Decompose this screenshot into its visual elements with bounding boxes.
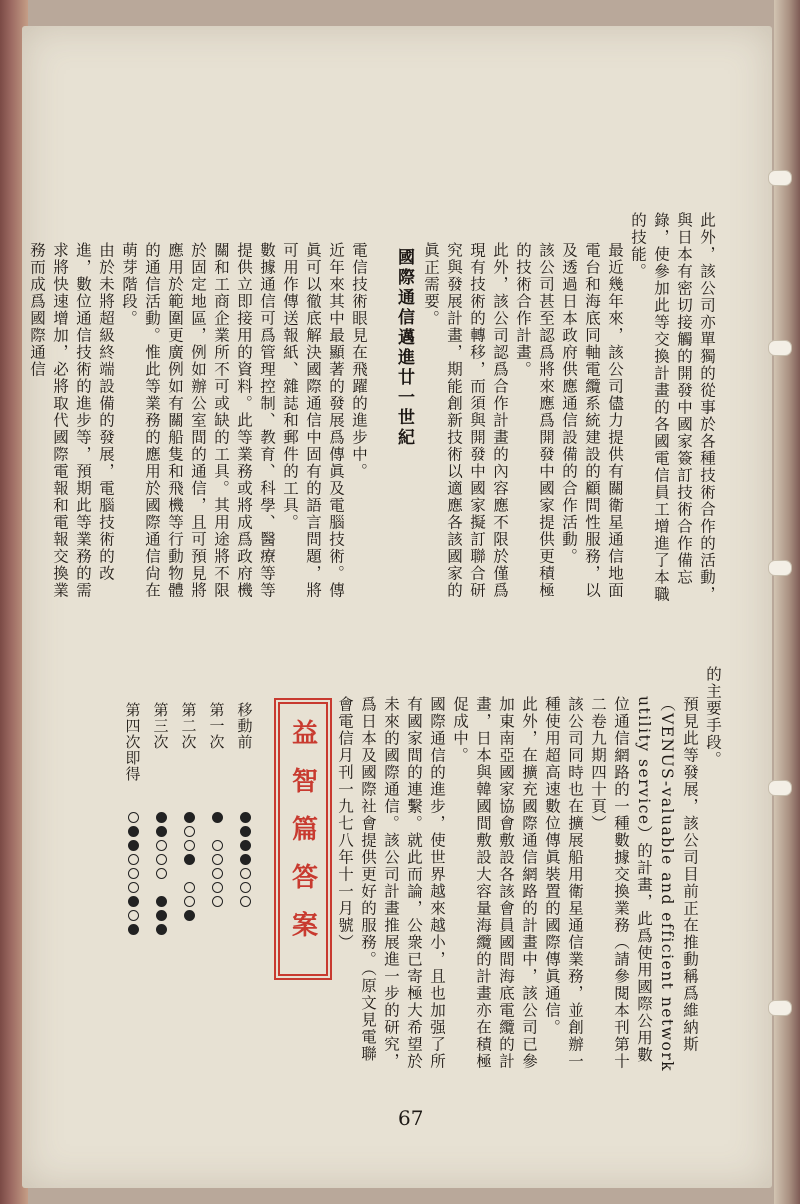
empty-circle-icon <box>156 854 167 865</box>
empty-circle-icon <box>128 812 139 823</box>
quiz-column <box>206 702 228 962</box>
paragraph: 最近幾年來，該公司儘力提供有關衛星通信地面電台和海底同軸電纜系統建設的顧問性服務，以及透過日本政府供應通信設備的合作活動。 <box>560 242 624 599</box>
filled-circle-icon <box>156 826 167 837</box>
quiz-column-label: 第三次 <box>151 702 170 750</box>
paragraph: 的主要手段。 <box>704 666 722 768</box>
filled-circle-icon <box>240 826 251 837</box>
empty-circle-icon <box>156 868 167 879</box>
quiz-column-label: 第一次 <box>207 702 226 750</box>
empty-circle-icon <box>212 868 223 879</box>
filled-circle-icon <box>184 812 195 823</box>
article-top-right <box>422 212 718 604</box>
filled-circle-icon <box>128 840 139 851</box>
empty-circle-icon <box>156 882 167 893</box>
filled-circle-icon <box>212 812 223 823</box>
paragraph: 此外，該公司認爲合作計畫的內容應不限於僅爲現有技術的轉移，而須與開發中國家擬訂聯合研究與發展計畫，期能創新技術以適應各該國家的眞正需要。 <box>422 242 509 599</box>
filled-circle-icon <box>156 896 167 907</box>
filled-circle-icon <box>184 854 195 865</box>
quiz-column-label: 第二次 <box>179 702 198 750</box>
quiz-column <box>122 702 144 962</box>
empty-circle-icon <box>212 896 223 907</box>
empty-circle-icon <box>212 882 223 893</box>
paragraph: 該公司甚至認爲將來應爲開發中國家提供更積極的技術合作計畫。 <box>514 242 555 599</box>
quiz-column-label: 第四次即得 <box>123 702 142 782</box>
filled-circle-icon <box>240 840 251 851</box>
filled-circle-icon <box>240 812 251 823</box>
paragraph: 國際通信的進步，使世界越來越小，且也加强了所有國家間的連繫。就此而論，公衆已寄極大希望於未來的國際通信。該公司計畫推展進一步的研究，爲日本及國際社會提供更好的服務。（原文見電聯會電信月刊一九七八年十一月號） <box>336 696 446 1070</box>
filled-circle-icon <box>240 854 251 865</box>
quiz-dots <box>212 812 223 907</box>
binding-stitch <box>768 170 792 186</box>
quiz-column <box>178 702 200 962</box>
paper-page <box>22 26 772 1188</box>
section-heading: 國際通信邁進廿一世紀 <box>394 248 414 448</box>
binding-stitch <box>768 780 792 796</box>
quiz-dots <box>240 812 251 907</box>
quiz-column <box>150 702 172 962</box>
empty-circle-icon <box>184 868 195 879</box>
binding-stitch <box>768 560 792 576</box>
paragraph: 電信技術眼見在飛躍的進步中。 <box>350 242 368 480</box>
empty-circle-icon <box>184 882 195 893</box>
page-number: 67 <box>398 1106 424 1130</box>
quiz-answer-stamp <box>278 702 328 976</box>
paragraph: 此外，該公司亦單獨的從事於各種技術合作的活動，與日本有密切接觸的開發中國家簽訂技術合作備忘錄，使參加此等交換計畫的各國電信員工增進了本職的技能。 <box>629 212 716 603</box>
empty-circle-icon <box>184 840 195 851</box>
filled-circle-icon <box>156 924 167 935</box>
article-bottom-right <box>336 666 724 1076</box>
empty-circle-icon <box>212 854 223 865</box>
empty-circle-icon <box>184 826 195 837</box>
paragraph: 由於未將超級終端設備的發展，電腦技術的改進，數位通信技術的進步等，預期此等業務的需求將快速增加，必將取代國際電報和電報交換業務而成爲國際通信 <box>28 242 115 599</box>
empty-circle-icon <box>156 840 167 851</box>
empty-circle-icon <box>128 868 139 879</box>
paragraph: 此外，在擴充國際通信網路的計畫中，該公司已參加東南亞國家協會敷設各該會員國間海底電纜的計畫，日本與韓國間敷設大容量海纜的計畫亦在積極促成中。 <box>451 696 538 1070</box>
empty-circle-icon <box>212 826 223 837</box>
paragraph: 該公司同時也在擴展船用衛星通信業務，並創辦一種使用超高速數位傳眞裝置的國際傳眞通信。 <box>543 696 584 1070</box>
quiz-column <box>234 702 256 962</box>
empty-circle-icon <box>128 882 139 893</box>
filled-circle-icon <box>156 812 167 823</box>
empty-circle-icon <box>212 840 223 851</box>
empty-circle-icon <box>184 896 195 907</box>
paragraph: 預見此等發展，該公司目前正在推動稱爲維納斯（VENUS-valuable and efficient network utility service）的計畫，此爲使用國際公用數位通信網路的一種數據交換業務（請參閱本刊第十二卷九期四十頁） <box>589 696 699 1073</box>
quiz-answer-diagram <box>106 702 256 962</box>
empty-circle-icon <box>240 896 251 907</box>
empty-circle-icon <box>240 868 251 879</box>
quiz-dots <box>184 812 195 921</box>
filled-circle-icon <box>128 896 139 907</box>
quiz-dots <box>128 812 139 935</box>
paragraph: 近年來其中最顯著的發展爲傳眞及電腦技術。傳眞可以徹底解決國際通信中固有的語言問題，將可用作傳送報紙、雜誌和郵件的工具。 <box>281 242 345 599</box>
quiz-column-label: 移動前 <box>235 702 254 750</box>
binding-stitch <box>768 340 792 356</box>
filled-circle-icon <box>184 910 195 921</box>
filled-circle-icon <box>128 826 139 837</box>
stamp-text: 益智篇答案 <box>287 719 318 959</box>
empty-circle-icon <box>128 910 139 921</box>
filled-circle-icon <box>156 910 167 921</box>
empty-circle-icon <box>128 854 139 865</box>
empty-circle-icon <box>240 882 251 893</box>
binding-stitch <box>768 1000 792 1016</box>
filled-circle-icon <box>128 924 139 935</box>
section-body <box>28 212 370 604</box>
paragraph: 數據通信可爲管理控制、教育、科學、醫療等等提供立即接用的資料。此等業務或將成爲政府機關和工商企業所不可或缺的工具。其用途將不限於固定地區，例如辦公室間的通信，且可預見將應用於範圍更廣例如有關船隻和飛機等行動物體的通信活動。惟此等業務的應用於國際通信尙在萌芽階段。 <box>120 242 276 599</box>
quiz-dots <box>156 812 167 935</box>
